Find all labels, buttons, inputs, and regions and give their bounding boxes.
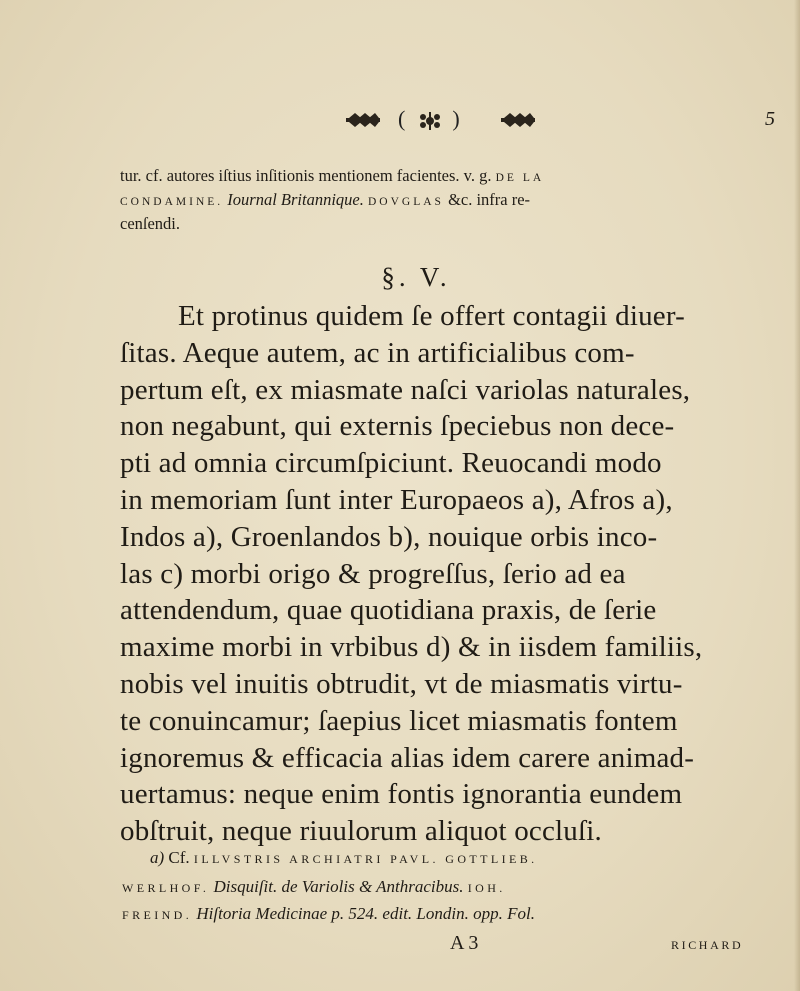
body-line: obſtruit, neque riuulorum aliquot occluſi.: [120, 815, 602, 848]
author-name: FREIND.: [122, 908, 193, 922]
printers-ornament-icon: [345, 112, 381, 128]
body-line: in memoriam ſunt inter Europaeos a), Afros a),: [120, 483, 673, 516]
continuation-text: cenſendi.: [120, 214, 181, 233]
body-line: ſitas. Aeque autem, ac in artificialibus com-: [120, 336, 635, 369]
author-name: DOVGLAS: [367, 196, 444, 208]
footnote-line: [122, 902, 762, 927]
close-paren: ): [452, 106, 462, 131]
continuation-line: [120, 164, 760, 190]
continuation-line: [120, 188, 760, 214]
running-header: [0, 104, 800, 140]
continuation-text: &c. infra re-: [448, 190, 531, 209]
page-number: 5: [765, 108, 775, 130]
floral-ornament-icon: [415, 111, 445, 131]
signature-mark: A 3: [450, 932, 479, 954]
body-line: non negabunt, qui externis ſpeciebus non dece-: [120, 410, 675, 443]
continuation-text: tur. cf. autores iſtius inſitionis mentionem facientes. v. g.: [120, 166, 492, 185]
author-name: ILLVSTRIS ARCHIATRI PAVL. GOTTLIEB.: [193, 852, 538, 866]
body-line: las c) morbi origo & progreſſus, ſerio ad ea: [120, 557, 626, 590]
catchword: RICHARD: [671, 938, 744, 952]
work-title: Hiſtoria Medicinae p. 524. edit. Londin. opp. Fol.: [196, 904, 535, 923]
open-paren: (: [398, 106, 408, 131]
footnote-cf: Cf.: [168, 848, 190, 867]
body-line: uertamus: neque enim fontis ignorantia eundem: [120, 778, 683, 811]
footnote-line: [150, 846, 790, 871]
footnote-mark: a): [150, 848, 165, 867]
body-line: attendendum, quae quotidiana praxis, de ſerie: [120, 594, 657, 627]
author-name: DE LA: [495, 172, 545, 184]
body-line: pti ad omnia circumſpiciunt. Reuocandi modo: [120, 447, 662, 480]
body-line: te conuincamur; ſaepius licet miasmatis fontem: [120, 704, 678, 737]
continuation-line: [120, 212, 760, 236]
work-title: Iournal Britannique.: [227, 190, 364, 209]
printers-ornament-icon: [500, 112, 536, 128]
body-line: nobis vel inuitis obtrudit, vt de miasmatis virtu-: [120, 667, 683, 700]
author-name: WERLHOF.: [122, 881, 210, 895]
section-heading: §. V.: [381, 262, 451, 292]
body-line: Et protinus quidem ſe offert contagii diuer-: [178, 300, 685, 332]
body-line: maxime morbi in vrbibus d) & in iisdem familiis,: [120, 631, 703, 664]
author-name: CONDAMINE.: [120, 196, 224, 208]
author-name: IOH.: [467, 881, 506, 895]
page-edge-shadow: [794, 0, 800, 991]
body-paragraph: [120, 298, 780, 850]
work-title: Disquiſit. de Variolis & Anthracibus.: [213, 877, 464, 896]
header-ornament-group: [398, 106, 462, 132]
body-line: ignoremus & efficacia alias idem carere animad-: [120, 741, 695, 774]
body-line: Indos a), Groenlandos b), nouique orbis inco-: [120, 520, 658, 553]
body-line: pertum eſt, ex miasmate naſci variolas naturales,: [120, 373, 691, 406]
footnote-line: [122, 875, 762, 900]
